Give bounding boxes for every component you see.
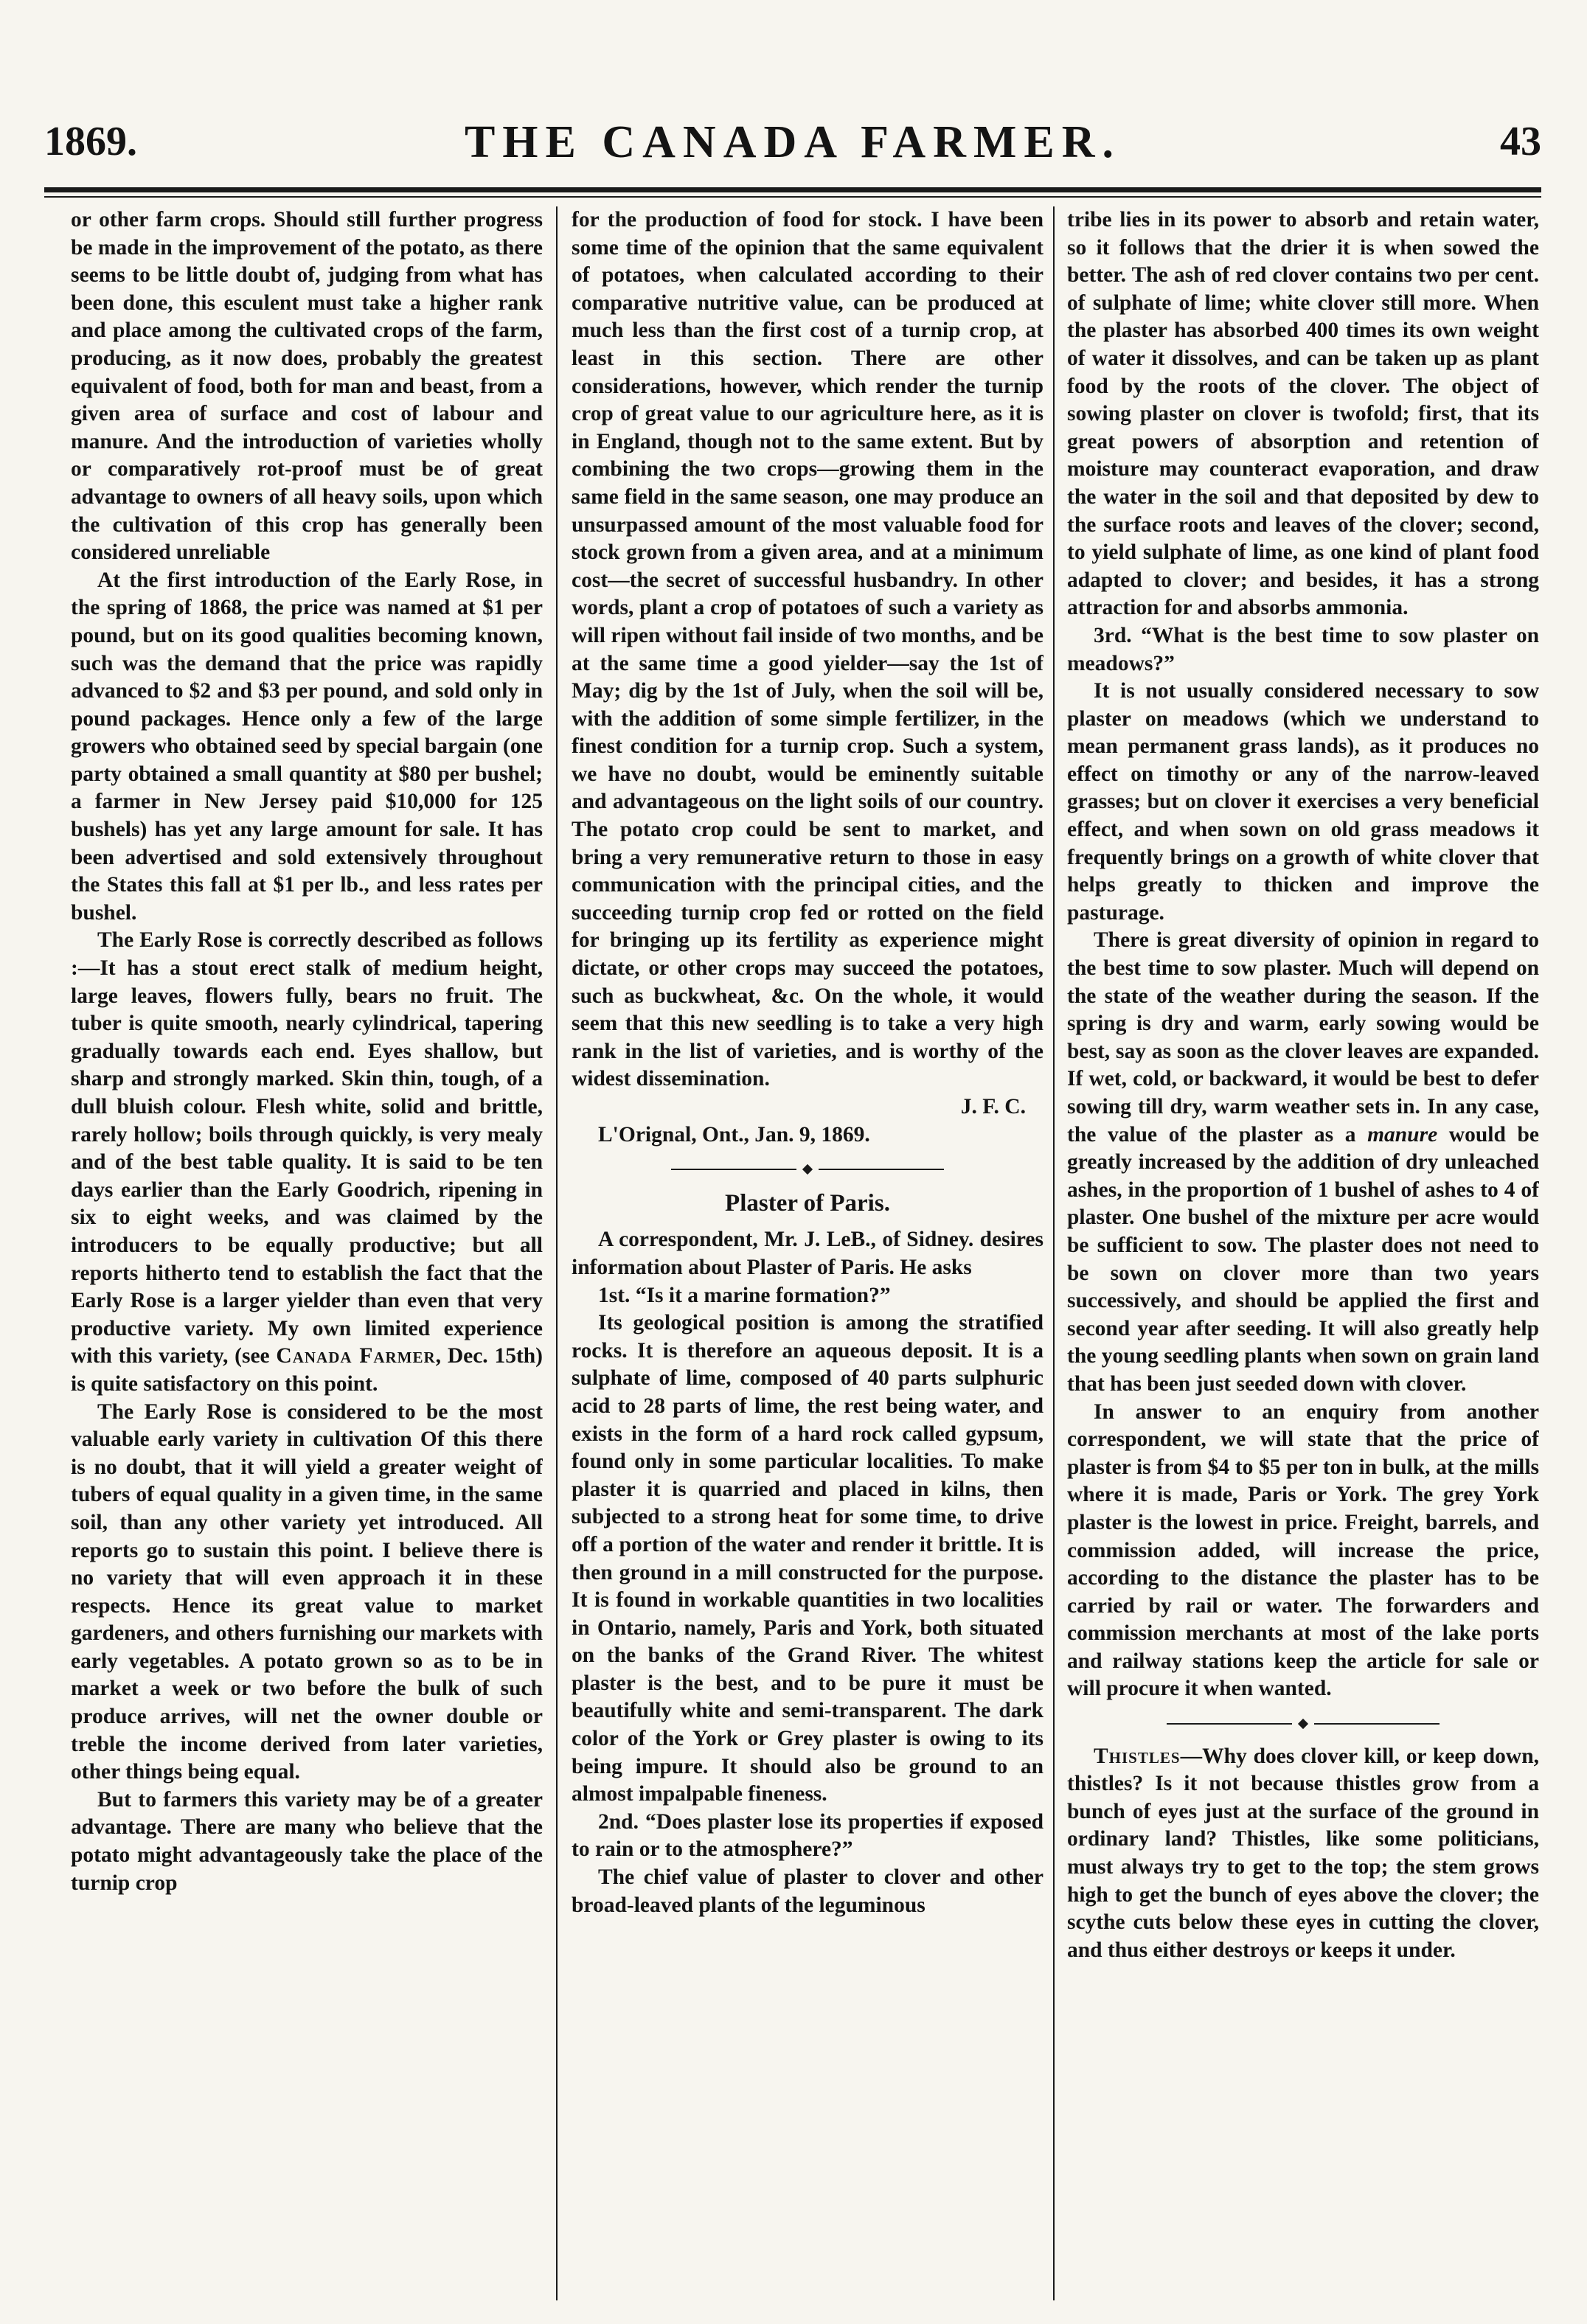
signature: J. F. C. [960,1095,1026,1118]
paragraph: Its geological position is among the stratified rocks. It is therefore an aqueous deposit. It is a sulphate of lime, composed of 40 parts sulphuric acid to 28 parts of lime, the rest being water, and exists in the form of a hard rock called gypsum, found only in some particular localities. To make plaster it is quarried and placed in kilns, then subjected to a strong heat for some time, to drive off a portion of the water and render it brittle. It is then ground in a mill constructed for the purpose. It is found in workable quantities in two localities in Ontario, namely, Paris and York, both situated on the banks of the Grand River. The whitest plaster is the best, and to be pure it must be beautifully white and semi-transparent. The dark color of the York or Grey plaster is owing to its being impure. It should also be ground to an almost impalpable fineness. [572,1311,1043,1806]
paragraph [71,927,543,1398]
paragraph-text: would be greatly increased by the addition of dry unleached ashes, in the proportion of 1 bushel of ashes to 4 of plaster. One bushel of the mixture per acre would be sufficient to sow. The plaster does not need to be sown on clover more than two years successively, and should be applied the first and second year after seeding. It will also greatly help the young seedling plants when sown on grain land that has been just seeded down with clover. [1067,1122,1539,1396]
column-divider-1 [556,206,558,2300]
paragraph: or other farm crops. Should still further progress be made in the improvement of the potato, as there seems to be little doubt of, judging from what has been done, this esculent must take a higher rank and place among the cultivated crops of the farm, producing, as it now does, probably the greatest equivalent of food, both for man and beast, from a given area of surface and cost of labour and manure. And the introduction of varieties wholly or comparatively rot-proof must be of great advantage to owners of all heavy soils, upon which the cultivation of this crop has generally been considered unreliable [71,208,543,565]
masthead [44,111,1541,181]
publication-reference: Canada Farmer [276,1344,436,1368]
paragraph: 3rd. “What is the best time to sow plaster on meadows?” [1067,623,1539,675]
paragraph: The Early Rose is considered to be the most valuable early variety in cultivation Of this there is no doubt, that it will yield a greater weight of tubers of equal quality in a given time, in the same soil, than any other variety yet introduced. All reports go to sustain this point. I believe there is no variety that will even approach it in these respects. Hence its great value to market gardeners, and others furnishing our markets with early vegetables. A potato grown so as to be in market a week or two before the bulk of such produce arrives, will net the owner double or treble the income derived from later varieties, other things being equal. [71,1399,543,1784]
paragraph: The chief value of plaster to clover and other broad-leaved plants of the leguminous [572,1865,1043,1917]
paragraph: 1st. “Is it a marine formation?” [598,1283,891,1307]
paragraph: 2nd. “Does plaster lose its properties if exposed to rain or to the atmosphere?” [572,1809,1043,1862]
section-ornament [572,1155,1043,1183]
paragraph [1067,1743,1539,1965]
column-divider-2 [1053,206,1055,2300]
paragraph: tribe lies in its power to absorb and retain water, so it follows that the drier it is when sowed the better. The ash of red clover contains two per cent. of sulphate of lime; white clover still more. When the plaster has absorbed 400 times its own weight of water it dissolves, and can be taken up as plant food by the roots of the clover. The object of sowing plaster on clover is twofold; first, that its great powers of absorption and retention of moisture may counteract evaporation, and draw the water in the soil and that deposited by dew to the surface roots and leaves of the clover; second, to yield sulphate of lime, as one kind of plant food adapted to clover; and besides, it has a strong attraction for and absorbs ammonia. [1067,208,1539,620]
paragraph: A correspondent, Mr. J. LeB., of Sidney. desires information about Plaster of Paris. He asks [572,1228,1043,1279]
column-1 [71,206,543,2308]
item-lead: Thistles [1094,1744,1181,1768]
paragraph-text: —Why does clover kill, or keep down, thistles? Is it not because thistles grow from a bunch of eyes just at the surface of the ground in ordinary land? Thistles, like some politicians, must always try to get to the top; the stem grows high to get the bunch of eyes above the clover; the scythe cuts below these eyes in cutting the clover, and thus either destroys or keeps it under. [1067,1744,1539,1962]
masthead-year: 1869. [44,119,137,164]
paragraph-text: There is great diversity of opinion in regard to the best time to sow plaster. Much will depend on the state of the weather during the season. If the spring is dry and warm, early sowing would be best, say as soon as the clover leaves are expanded. If wet, cold, or backward, it would be best to defer sowing till dry, warm weather sets in. In any case, the value of the plaster as a [1067,928,1539,1147]
column-2 [572,206,1043,2308]
column-3 [1067,206,1539,2308]
paragraph-text: The Early Rose is correctly described as follows :—It has a stout erect stalk of medium height, large leaves, flowers fully, bears no fruit. The tuber is quite smooth, nearly cylindrical, tapering gradually towards each end. Eyes shallow, but sharp and strongly marked. Skin thin, tough, of a dull bluish colour. Flesh white, solid and brittle, rarely hollow; boils through quickly, is very mealy and of the best table quality. It is said to be ten days earlier than the Early Goodrich, ripening in six to eight weeks, and was claimed by the introducers to be equally productive; but all reports hitherto tend to establish the fact that the Early Rose is a larger yielder than even that very productive variety. My own limited experience with this variety, (see [71,928,543,1368]
dateline: L'Orignal, Ont., Jan. 9, 1869. [598,1122,870,1147]
paragraph: At the first introduction of the Early Rose, in the spring of 1868, the price was named at $1 per pound, but on its good qualities becoming known, such was the demand that the price was rapidly advanced to $2 and $3 per pound, and sold only in pound packages. Hence only a few of the large growers who obtained seed by special bargain (one party obtained a small quantity at $80 per bushel; a farmer in New Jersey paid $10,000 for 125 bushels) has yet any large amount for sale. It has been advertised and sold extensively throughout the States this fall at $1 per lb., and less rates per bushel. [71,568,543,925]
section-ornament [1067,1709,1539,1737]
paragraph-text: , Dec. 15th) is quite satisfactory on this point. [71,1344,543,1396]
paragraph [1067,927,1539,1398]
paragraph: In answer to an enquiry from another correspondent, we will state that the price of plaster is from $4 to $5 per ton in bulk, at the mills where it is made, Paris or York. The grey York plaster is the lowest in price. Freight, barrels, and commission added, will increase the price, according to the distance the plaster has to be carried by rail or water. The forwarders and commission merchants at most of the lake ports and railway stations keep the article for sale or will procure it when wanted. [1067,1399,1539,1701]
italic-word: manure [1367,1122,1438,1147]
masthead-title: THE CANADA FARMER. [464,117,1122,167]
paragraph: It is not usually considered necessary to sow plaster on meadows (which we understand to mean permanent grass lands), as it produces no effect on timothy or any of the narrow-leaved grasses; but on clover it exercises a very beneficial effect, and when sown on old grass meadows it frequently brings on a growth of white clover that helps greatly to thicken and improve the pasturage. [1067,679,1539,925]
article-heading: Plaster of Paris. [725,1189,890,1217]
masthead-rule-thin [44,196,1541,198]
page-number: 43 [1500,119,1541,164]
paragraph: for the production of food for stock. I have been some time of the opinion that the same equivalent of potatoes, when calculated according to their comparative nutritive value, can be produced at much less than the first cost of a turnip crop, at least in this section. There are other considerations, however, which render the turnip crop of great value to our agriculture here, as it is in England, though not to the same extent. But by combining the two crops—growing them in the same field in the same season, one may produce an unsurpassed amount of the most valuable food for stock grown from a given area, and at a minimum cost—the secret of successful husbandry. In other words, plant a crop of potatoes of such a variety as will ripen without fail inside of two months, and be at the same time a good yielder—say the 1st of May; dig by the 1st of July, when the soil will be, with the addition of some simple fertilizer, in the finest condition for a turnip crop. Such a system, we have no doubt, would be eminently suitable and advantageous on the light soils of our country. The potato crop could be sent to market, and bring a very remunerative return to those in easy communication with the principal cities, and the succeeding turnip crop fed or rotted on the field for bringing up its fertility as experience might dictate, or other crops may succeed the potatoes, such as buckwheat, &c. On the whole, it would seem that this new seedling is to take a very high rank in the list of varieties, and is worthy of the widest dissemination. [572,208,1043,1091]
paragraph: But to farmers this variety may be of a greater advantage. There are many who believe that the potato might advantageously take the place of the turnip crop [71,1787,543,1895]
masthead-rule-thick [44,187,1541,192]
